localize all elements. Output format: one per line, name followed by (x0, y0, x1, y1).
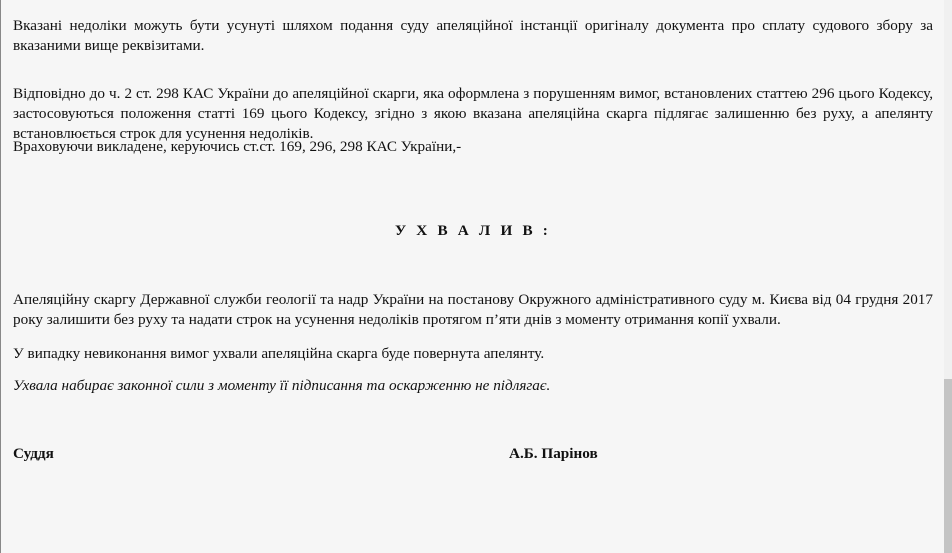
paragraph-considering: Враховуючи викладене, керуючись ст.ст. 169, 296, 298 КАС України,- (13, 138, 462, 155)
vertical-scrollbar[interactable] (944, 0, 952, 553)
paragraph-noncompliance: У випадку невиконання вимог ухвали апеляційна скарга буде повернута апелянту. (13, 345, 545, 362)
signature-role: Суддя (13, 445, 54, 462)
paragraph-effect: Ухвала набирає законної сили з моменту її підписання та оскарженню не підлягає. (13, 377, 551, 394)
paragraph-legal-basis: Відповідно до ч. 2 ст. 298 КАС України до апеляційної скарги, яка оформлена з порушенням вимог, встановлених статтею 296 цього Кодексу, застосовуються положення статті 169 цього Кодексу, згідно з якою вказана апеляційна скарга підлягає залишенню без руху, а апелянту встановлюється строк для усунення недоліків. (13, 85, 933, 142)
paragraph-ruling: Апеляційну скаргу Державної служби геології та надр України на постанову Окружного адміністративного суду м. Києва від 04 грудня 2017 року залишити без руху та надати строк на усунення недоліків протягом п’яти днів з моменту отримання копії ухвали. (13, 291, 933, 328)
paragraph-deficiency-remedy: Вказані недоліки можуть бути усунуті шляхом подання суду апеляційної інстанції оригіналу документа про сплату судового збору за вказаними вище реквізитами. (13, 17, 933, 54)
scrollbar-thumb[interactable] (944, 379, 952, 553)
signature-name: А.Б. Парінов (509, 445, 598, 462)
ruling-heading: У Х В А Л И В : (394, 222, 552, 239)
